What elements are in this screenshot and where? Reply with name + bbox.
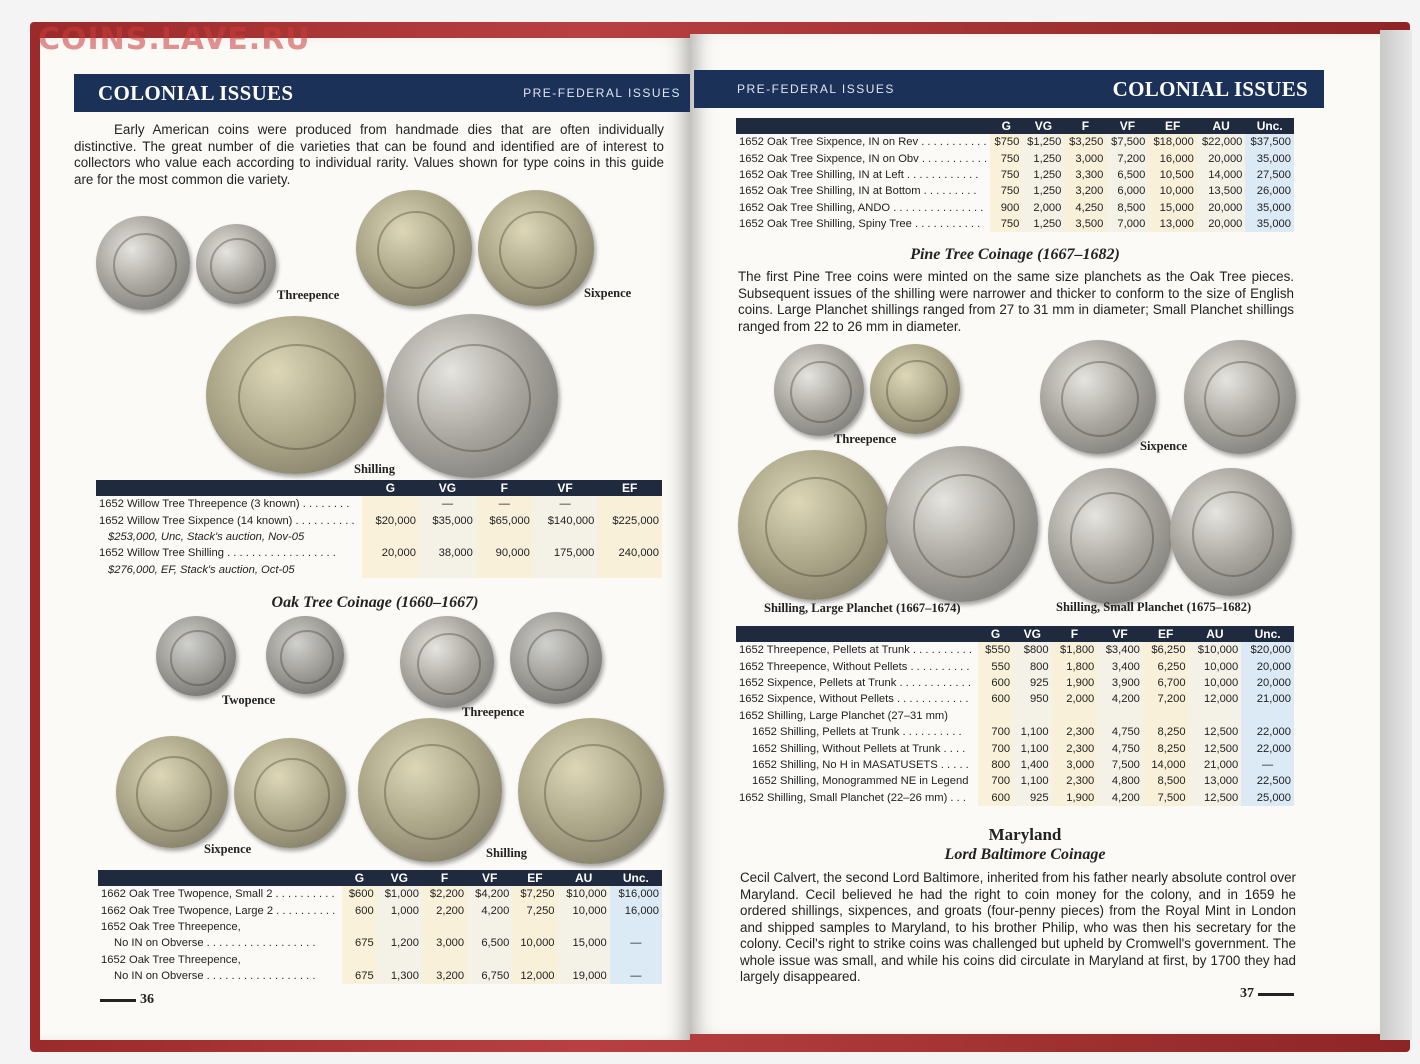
coin-name: 1652 Oak Tree Sixpence, IN on Obv . . . . . . . . . . . [739, 152, 988, 165]
price-cell: 20,000 [1241, 675, 1294, 691]
price-cell: $20,000 [362, 512, 419, 528]
coin-name: 1652 Shilling, Large Planchet (27–31 mm) [739, 709, 948, 722]
price-cell: 21,000 [1189, 757, 1242, 773]
table-row [736, 773, 1294, 789]
price-cell: 6,250 [1143, 658, 1189, 674]
coin-caption: Threepence [277, 288, 340, 302]
price-cell: 550 [978, 658, 1013, 674]
watermark: COINS.LAVE.RU [38, 22, 311, 57]
price-cell: — [533, 496, 598, 512]
table-row [96, 529, 662, 545]
coin-caption: Shilling, Large Planchet (1667–1674) [764, 601, 961, 615]
price-cell: 8,500 [1106, 200, 1148, 216]
right-page [690, 34, 1380, 1034]
price-cell: $7,500 [1106, 134, 1148, 150]
price-cell: $20,000 [1241, 642, 1294, 658]
price-cell: 1,400 [1013, 757, 1052, 773]
price-cell: 2,200 [422, 902, 467, 918]
price-cell: 750 [990, 167, 1022, 183]
price-cell: 6,750 [467, 968, 512, 984]
price-cell: 2,300 [1052, 724, 1098, 740]
table-header: VG [1013, 626, 1052, 642]
table-header [96, 480, 362, 496]
coin-caption: Threepence [834, 432, 897, 446]
price-cell: 1,100 [1013, 773, 1052, 789]
price-cell: — [610, 968, 662, 984]
price-cell: 1,000 [377, 902, 422, 918]
pine-threepence-obverse-image [774, 344, 864, 436]
price-cell: $18,000 [1148, 134, 1197, 150]
price-cell: $3,400 [1097, 642, 1143, 658]
price-cell: 15,000 [558, 935, 610, 951]
price-cell: 14,000 [1197, 167, 1246, 183]
table-header: F [1064, 118, 1106, 134]
coin-name: 1652 Oak Tree Shilling, IN at Bottom . . . . . . . . . [739, 185, 977, 198]
price-cell: 3,000 [1064, 150, 1106, 166]
table-header: EF [512, 870, 557, 886]
price-cell: 240,000 [597, 545, 662, 561]
pine-small-planchet-reverse-image [1170, 468, 1292, 596]
price-cell: 6,000 [1106, 183, 1148, 199]
right-page-banner [694, 70, 1324, 108]
table-row [736, 167, 1294, 183]
price-cell: 675 [342, 935, 377, 951]
table-header-row [736, 118, 1294, 134]
table-header: AU [1189, 626, 1242, 642]
price-cell: 22,500 [1241, 773, 1294, 789]
pine-tree-price-table [736, 626, 1294, 806]
table-row [736, 740, 1294, 756]
coin-caption: Shilling [486, 846, 527, 860]
price-cell: $225,000 [597, 512, 662, 528]
price-cell: $550 [978, 642, 1013, 658]
auction-note: $253,000, Unc, Stack's auction, Nov-05 [108, 530, 305, 543]
oak-shilling-reverse-image [518, 718, 664, 864]
price-cell: 12,500 [1189, 740, 1242, 756]
maryland-heading: Maryland [988, 825, 1062, 844]
price-cell: 6,700 [1143, 675, 1189, 691]
price-cell: 22,000 [1241, 724, 1294, 740]
table-header [736, 118, 990, 134]
table-header: EF [1143, 626, 1189, 642]
coin-name: No IN on Obverse . . . . . . . . . . . . . . . . . . [114, 937, 316, 950]
pine-threepence-reverse-image [870, 344, 960, 434]
coin-name: 1662 Oak Tree Twopence, Large 2 . . . . . . . . . . [101, 904, 336, 917]
table-row [98, 902, 662, 918]
price-cell: 1,250 [1022, 216, 1064, 232]
price-cell: 13,000 [1148, 216, 1197, 232]
coin-name: 1652 Oak Tree Threepence, [101, 953, 241, 966]
coin-name: 1652 Oak Tree Shilling, ANDO . . . . . . . . . . . . . . . [739, 201, 984, 214]
table-header: EF [597, 480, 662, 496]
price-cell: 7,500 [1097, 757, 1143, 773]
coin-caption: Shilling, Small Planchet (1675–1682) [1056, 600, 1252, 614]
price-cell: 27,500 [1245, 167, 1294, 183]
price-cell: 38,000 [419, 545, 476, 561]
table-header [736, 626, 978, 642]
willow-sixpence-obverse-image [356, 190, 472, 306]
price-cell: 925 [1013, 675, 1052, 691]
oak-sixpence-obverse-image [116, 736, 228, 848]
table-header: VG [1022, 118, 1064, 134]
price-cell: $10,000 [1189, 642, 1242, 658]
price-cell: 3,200 [1064, 183, 1106, 199]
price-cell: 16,000 [610, 902, 662, 918]
price-cell: 2,000 [1022, 200, 1064, 216]
table-header-row [736, 626, 1294, 642]
price-cell: 7,200 [1143, 691, 1189, 707]
price-cell: 15,000 [1148, 200, 1197, 216]
price-cell: 20,000 [1197, 150, 1246, 166]
coin-name: 1652 Oak Tree Shilling, Spiny Tree . . . . . . . . . . . [739, 218, 981, 231]
banner-title: COLONIAL ISSUES [1112, 76, 1308, 101]
price-cell: 7,500 [1143, 790, 1189, 806]
price-cell: 8,500 [1143, 773, 1189, 789]
price-cell: 7,000 [1106, 216, 1148, 232]
price-cell: 25,000 [1241, 790, 1294, 806]
price-cell: 10,000 [512, 935, 557, 951]
price-cell: 14,000 [1143, 757, 1189, 773]
price-cell: 600 [978, 790, 1013, 806]
price-cell: $800 [1013, 642, 1052, 658]
maryland-paragraph: Cecil Calvert, the second Lord Baltimore, inherited from his father nearly absolute control over Maryland. Cecil believed he had the right to coin money for the colony, and in 1659 he ordered shillings, sixpences, and groats (four-penny pieces) from the Royal Mint in London and shipped samples to Maryland, to his brother Philip, who was then his secretary for the colony. Cecil's right to strike coins was challenged but upheld by Cromwell's government. The whole issue was small, and while his coins did circulate in Maryland at first, by 1700 they had largely disappeared. [740, 870, 1296, 984]
price-cell: 4,250 [1064, 200, 1106, 216]
table-row [98, 919, 662, 935]
price-cell: 35,000 [1245, 216, 1294, 232]
price-cell: 12,500 [1189, 790, 1242, 806]
coin-name: 1652 Threepence, Without Pellets . . . . . . . . . . [739, 660, 970, 673]
coin-name: 1652 Oak Tree Sixpence, IN on Rev . . . . . . . . . . . [739, 136, 987, 149]
lord-baltimore-heading: Lord Baltimore Coinage [944, 846, 1106, 863]
price-cell: 750 [990, 150, 1022, 166]
price-cell: 12,000 [1189, 691, 1242, 707]
price-cell: $65,000 [476, 512, 533, 528]
oak-tree-price-table [98, 870, 662, 984]
price-cell: 600 [978, 675, 1013, 691]
oak-twopence-obverse-image [156, 616, 236, 696]
table-row [736, 708, 1294, 724]
table-header: G [342, 870, 377, 886]
intro-paragraph: Early American coins were produced from handmade dies that are often individually distinctive. The great number of die varieties that can be found and identified are of interest to collectors who value each according to individual rarity. Values shown for type coins in this guide are for the most common die variety. [74, 122, 664, 187]
coin-name: 1652 Oak Tree Threepence, [101, 920, 241, 933]
price-cell: $4,200 [467, 886, 512, 902]
price-cell: 20,000 [1241, 658, 1294, 674]
table-header: G [978, 626, 1013, 642]
coin-name: 1652 Willow Tree Shilling . . . . . . . . . . . . . . . . . . [99, 547, 336, 560]
table-row [98, 935, 662, 951]
table-row [96, 545, 662, 561]
price-cell: — [419, 496, 476, 512]
price-cell: 4,200 [467, 902, 512, 918]
price-cell: 750 [990, 183, 1022, 199]
table-row [736, 200, 1294, 216]
price-cell: 800 [1013, 658, 1052, 674]
table-row [96, 496, 662, 512]
price-cell: — [476, 496, 533, 512]
price-cell: 4,800 [1097, 773, 1143, 789]
coin-name: 1652 Threepence, Pellets at Trunk . . . . . . . . . . [739, 644, 972, 657]
price-cell: 1,900 [1052, 790, 1098, 806]
price-cell: 4,200 [1097, 691, 1143, 707]
coin-caption: Threepence [462, 705, 525, 719]
coin-name: 1652 Shilling, Small Planchet (22–26 mm) . . . [739, 791, 966, 804]
coin-name: 1652 Willow Tree Threepence (3 known) . . . . . . . . [99, 498, 350, 511]
price-cell: $35,000 [419, 512, 476, 528]
price-cell: 4,200 [1097, 790, 1143, 806]
page-number [1240, 986, 1294, 1002]
price-cell: 3,900 [1097, 675, 1143, 691]
willow-tree-price-table [96, 480, 662, 578]
price-cell: 950 [1013, 691, 1052, 707]
coin-caption: Sixpence [1140, 439, 1188, 453]
banner-title: COLONIAL ISSUES [98, 80, 294, 105]
price-cell: 21,000 [1241, 691, 1294, 707]
table-header: F [476, 480, 533, 496]
coin-caption: Twopence [222, 693, 276, 707]
table-header [98, 870, 342, 886]
table-row [736, 757, 1294, 773]
price-cell: 10,000 [558, 902, 610, 918]
price-cell: 90,000 [476, 545, 533, 561]
table-row [736, 724, 1294, 740]
price-cell: 3,400 [1097, 658, 1143, 674]
coin-name: 1652 Shilling, Monogrammed NE in Legend [752, 775, 969, 788]
coin-caption: Sixpence [584, 286, 632, 300]
table-row [98, 886, 662, 902]
price-cell: 10,000 [1148, 183, 1197, 199]
price-cell: $600 [342, 886, 377, 902]
price-cell: 8,250 [1143, 724, 1189, 740]
pine-sixpence-obverse-image [1040, 340, 1156, 454]
coin-name: 1662 Oak Tree Twopence, Small 2 . . . . . . . . . . [101, 888, 335, 901]
price-cell: — [610, 935, 662, 951]
table-row [736, 642, 1294, 658]
oak-sixpence-reverse-image [234, 738, 346, 848]
auction-note: $276,000, EF, Stack's auction, Oct-05 [108, 563, 295, 576]
price-cell: 1,100 [1013, 724, 1052, 740]
table-header: VF [533, 480, 598, 496]
price-cell: 175,000 [533, 545, 598, 561]
price-cell: 3,000 [422, 935, 467, 951]
pine-small-planchet-obverse-image [1048, 468, 1172, 604]
price-cell: 3,000 [1052, 757, 1098, 773]
price-cell: 700 [978, 773, 1013, 789]
price-cell: $140,000 [533, 512, 598, 528]
table-row [736, 675, 1294, 691]
pine-large-planchet-obverse-image [738, 450, 890, 600]
price-cell: $10,000 [558, 886, 610, 902]
oak-tree-heading: Oak Tree Coinage (1660–1667) [271, 594, 479, 611]
price-cell: $1,000 [377, 886, 422, 902]
price-cell: 600 [342, 902, 377, 918]
price-cell: 10,000 [1189, 658, 1242, 674]
price-cell: 1,800 [1052, 658, 1098, 674]
price-cell: — [1241, 757, 1294, 773]
price-cell: $6,250 [1143, 642, 1189, 658]
pine-tree-heading: Pine Tree Coinage (1667–1682) [910, 246, 1120, 263]
banner-subtitle: PRE-FEDERAL ISSUES [737, 82, 895, 96]
price-cell: 4,750 [1097, 740, 1143, 756]
page-edges [1380, 30, 1412, 1040]
price-cell: 10,500 [1148, 167, 1197, 183]
price-cell: 8,250 [1143, 740, 1189, 756]
price-cell: 750 [990, 216, 1022, 232]
table-header: AU [1197, 118, 1246, 134]
table-header: VF [1097, 626, 1143, 642]
price-cell: 1,250 [1022, 167, 1064, 183]
price-cell: $750 [990, 134, 1022, 150]
price-cell: $7,250 [512, 886, 557, 902]
willow-threepence-obverse-image [96, 216, 190, 310]
willow-shilling-obverse-image [206, 316, 384, 474]
table-row [736, 790, 1294, 806]
price-cell: 800 [978, 757, 1013, 773]
table-row [98, 952, 662, 968]
table-header: Unc. [1241, 626, 1294, 642]
price-cell: 7,200 [1106, 150, 1148, 166]
table-header: F [1052, 626, 1098, 642]
coin-caption: Shilling [354, 462, 395, 476]
coin-name: 1652 Sixpence, Pellets at Trunk . . . . . . . . . . . . [739, 676, 971, 689]
table-row [736, 183, 1294, 199]
price-cell: 12,500 [1189, 724, 1242, 740]
table-header: G [990, 118, 1022, 134]
coin-name: No IN on Obverse . . . . . . . . . . . . . . . . . . [114, 970, 316, 983]
price-cell: $2,200 [422, 886, 467, 902]
willow-sixpence-reverse-image [478, 190, 594, 306]
price-cell: 19,000 [558, 968, 610, 984]
price-cell: 1,900 [1052, 675, 1098, 691]
price-cell: $1,250 [1022, 134, 1064, 150]
table-header: VG [377, 870, 422, 886]
coin-name: 1652 Willow Tree Sixpence (14 known) . . . . . . . . . . [99, 514, 355, 527]
price-cell [362, 496, 419, 512]
price-cell: 3,300 [1064, 167, 1106, 183]
banner-subtitle: PRE-FEDERAL ISSUES [523, 86, 681, 100]
table-row [96, 512, 662, 528]
price-cell: 2,300 [1052, 773, 1098, 789]
price-cell: 1,300 [377, 968, 422, 984]
price-cell: 6,500 [467, 935, 512, 951]
table-row [736, 216, 1294, 232]
price-cell: 35,000 [1245, 200, 1294, 216]
price-cell: 16,000 [1148, 150, 1197, 166]
coin-name: 1652 Oak Tree Shilling, IN at Left . . . . . . . . . . . . [739, 168, 979, 181]
page-number [100, 992, 154, 1008]
table-header: VF [1106, 118, 1148, 134]
price-cell: 1,100 [1013, 740, 1052, 756]
price-cell: 3,500 [1064, 216, 1106, 232]
pine-large-planchet-reverse-image [886, 446, 1038, 602]
table-row [736, 658, 1294, 674]
price-cell: 900 [990, 200, 1022, 216]
table-row [736, 134, 1294, 150]
table-row [736, 150, 1294, 166]
oak-twopence-reverse-image [266, 616, 344, 694]
price-cell: 675 [342, 968, 377, 984]
table-header: AU [558, 870, 610, 886]
price-cell: 1,250 [1022, 150, 1064, 166]
price-cell: $22,000 [1197, 134, 1246, 150]
price-cell: 925 [1013, 790, 1052, 806]
oak-threepence-reverse-image [510, 612, 602, 704]
table-row [736, 691, 1294, 707]
price-cell: 6,500 [1106, 167, 1148, 183]
price-cell: 1,250 [1022, 183, 1064, 199]
pine-tree-paragraph: The first Pine Tree coins were minted on the same size planchets as the Oak Tree pieces. Subsequent issues of the shilling were narrower and thicker to conform to the size of English coins. Large Planchet shillings ranged from 27 to 31 mm in diameter; Small Planchet shillings ranged from 22 to 26 mm in diameter. [738, 269, 1294, 334]
price-cell: 13,500 [1197, 183, 1246, 199]
coin-name: 1652 Shilling, Without Pellets at Trunk . . . . [752, 742, 966, 755]
page-number-text: 36 [140, 992, 154, 1007]
price-cell: 20,000 [362, 545, 419, 561]
coin-name: 1652 Sixpence, Without Pellets . . . . . . . . . . . . [739, 693, 969, 706]
price-cell: 700 [978, 724, 1013, 740]
price-cell: 2,000 [1052, 691, 1098, 707]
price-cell: 1,200 [377, 935, 422, 951]
price-cell: 4,750 [1097, 724, 1143, 740]
price-cell [597, 496, 662, 512]
price-cell: 20,000 [1197, 200, 1246, 216]
page-number-text: 37 [1240, 986, 1254, 1001]
price-cell: $16,000 [610, 886, 662, 902]
price-cell: $37,500 [1245, 134, 1294, 150]
oak-tree-shilling-price-table [736, 118, 1294, 232]
table-header: VG [419, 480, 476, 496]
left-page-banner [74, 74, 690, 112]
table-header-row [96, 480, 662, 496]
table-header: Unc. [1245, 118, 1294, 134]
willow-threepence-reverse-image [196, 224, 276, 304]
table-header-row [98, 870, 662, 886]
price-cell: 26,000 [1245, 183, 1294, 199]
price-cell: 20,000 [1197, 216, 1246, 232]
price-cell: 13,000 [1189, 773, 1242, 789]
price-cell: $1,800 [1052, 642, 1098, 658]
table-header: F [422, 870, 467, 886]
price-cell: 2,300 [1052, 740, 1098, 756]
coin-name: 1652 Shilling, No H in MASATUSETS . . . . . [752, 758, 969, 771]
oak-shilling-obverse-image [358, 718, 502, 862]
price-cell: 3,200 [422, 968, 467, 984]
table-row [98, 968, 662, 984]
price-cell: 12,000 [512, 968, 557, 984]
coin-caption: Sixpence [204, 842, 252, 856]
price-cell: $3,250 [1064, 134, 1106, 150]
table-header: Unc. [610, 870, 662, 886]
willow-shilling-reverse-image [386, 314, 558, 478]
pine-sixpence-reverse-image [1184, 340, 1296, 454]
table-header: G [362, 480, 419, 496]
coin-name: 1652 Shilling, Pellets at Trunk . . . . . . . . . . [752, 726, 962, 739]
price-cell: 10,000 [1189, 675, 1242, 691]
table-row [96, 562, 662, 578]
table-header: EF [1148, 118, 1197, 134]
oak-threepence-obverse-image [400, 616, 494, 708]
left-page [40, 38, 690, 1040]
price-cell: 22,000 [1241, 740, 1294, 756]
price-cell: 7,250 [512, 902, 557, 918]
price-cell: 35,000 [1245, 150, 1294, 166]
price-cell: 600 [978, 691, 1013, 707]
table-header: VF [467, 870, 512, 886]
price-cell: 700 [978, 740, 1013, 756]
